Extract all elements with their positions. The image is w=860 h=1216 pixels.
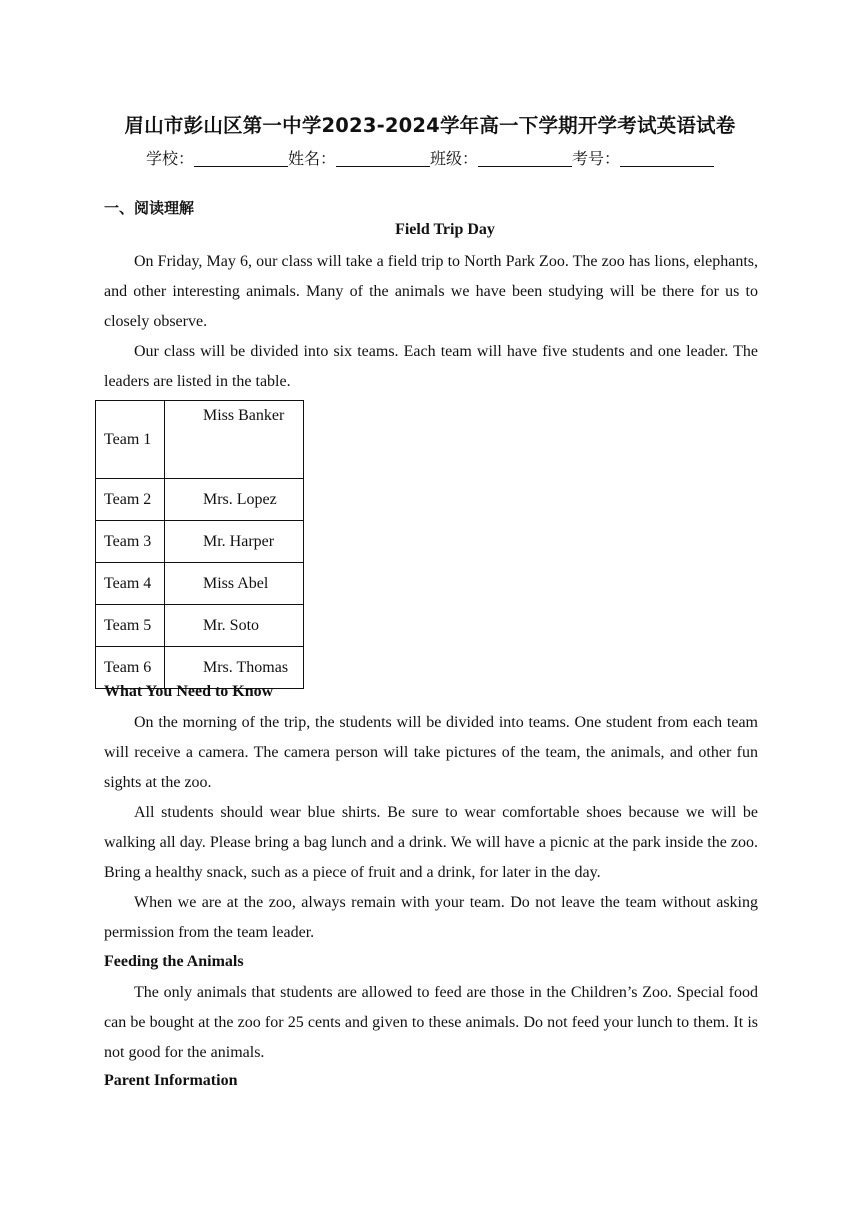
section-heading: 一、阅读理解 <box>104 199 195 217</box>
exam-number-label: 考号： <box>572 149 621 168</box>
name-label: 姓名： <box>287 149 336 168</box>
team-cell: Team 5 <box>96 605 165 647</box>
name-blank[interactable] <box>336 150 430 167</box>
team-cell: Team 1 <box>96 401 165 479</box>
team-cell: Team 4 <box>96 563 165 605</box>
exam-title: 眉山市彭山区第一中学2023-2024学年高一下学期开学考试英语试卷 <box>124 114 736 137</box>
table-row <box>96 605 304 647</box>
parent-info-heading: Parent Information <box>104 1072 238 1089</box>
school-blank[interactable] <box>194 150 288 167</box>
school-label: 学校： <box>145 149 194 168</box>
table-row <box>96 521 304 563</box>
leader-cell: Miss Abel <box>165 563 304 605</box>
leader-cell: Mr. Harper <box>165 521 304 563</box>
class-blank[interactable] <box>478 150 572 167</box>
team-leaders-table <box>95 400 304 689</box>
leader-cell: Mrs. Thomas <box>165 647 304 689</box>
need-to-know-heading: What You Need to Know <box>104 683 274 700</box>
team-cell: Team 2 <box>96 479 165 521</box>
leader-cell: Mr. Soto <box>165 605 304 647</box>
leader-cell: Mrs. Lopez <box>165 479 304 521</box>
need-to-know-paragraph: All students should wear blue shirts. Be sure to wear comfortable shoes because we will be walking all day. Please bring a bag lunch and a drink. We will have a picnic at the park inside the zoo. Bring a healthy snack, such as a piece of fruit and a drink, for later in the day. <box>104 804 758 881</box>
need-to-know-paragraph: On the morning of the trip, the students will be divided into teams. One student from each team will receive a camera. The camera person will take pictures of the team, the animals, and other fun sights at the zoo. <box>104 714 758 791</box>
passage-title: Field Trip Day <box>395 221 495 238</box>
table-row <box>96 401 304 479</box>
intro-paragraph: On Friday, May 6, our class will take a field trip to North Park Zoo. The zoo has lions, elephants, and other interesting animals. Many of the animals we have been studying will be there for us to closely observe. <box>104 253 758 330</box>
class-label: 班级： <box>430 149 479 168</box>
feeding-heading: Feeding the Animals <box>104 953 244 970</box>
need-to-know-paragraph: When we are at the zoo, always remain with your team. Do not leave the team without asking permission from the team leader. <box>104 894 758 941</box>
feeding-paragraph: The only animals that students are allowed to feed are those in the Children’s Zoo. Special food can be bought at the zoo for 25 cents and given to these animals. Do not feed your lunch to them. It is not good for the animals. <box>104 984 758 1061</box>
leader-cell: Miss Banker <box>165 401 304 479</box>
team-cell: Team 3 <box>96 521 165 563</box>
table-row <box>96 563 304 605</box>
intro-paragraph: Our class will be divided into six teams. Each team will have five students and one leader. The leaders are listed in the table. <box>104 343 758 390</box>
exam-number-blank[interactable] <box>620 150 714 167</box>
student-info-line <box>0 146 860 169</box>
table-row <box>96 479 304 521</box>
team-cell: Team 6 <box>96 647 165 689</box>
